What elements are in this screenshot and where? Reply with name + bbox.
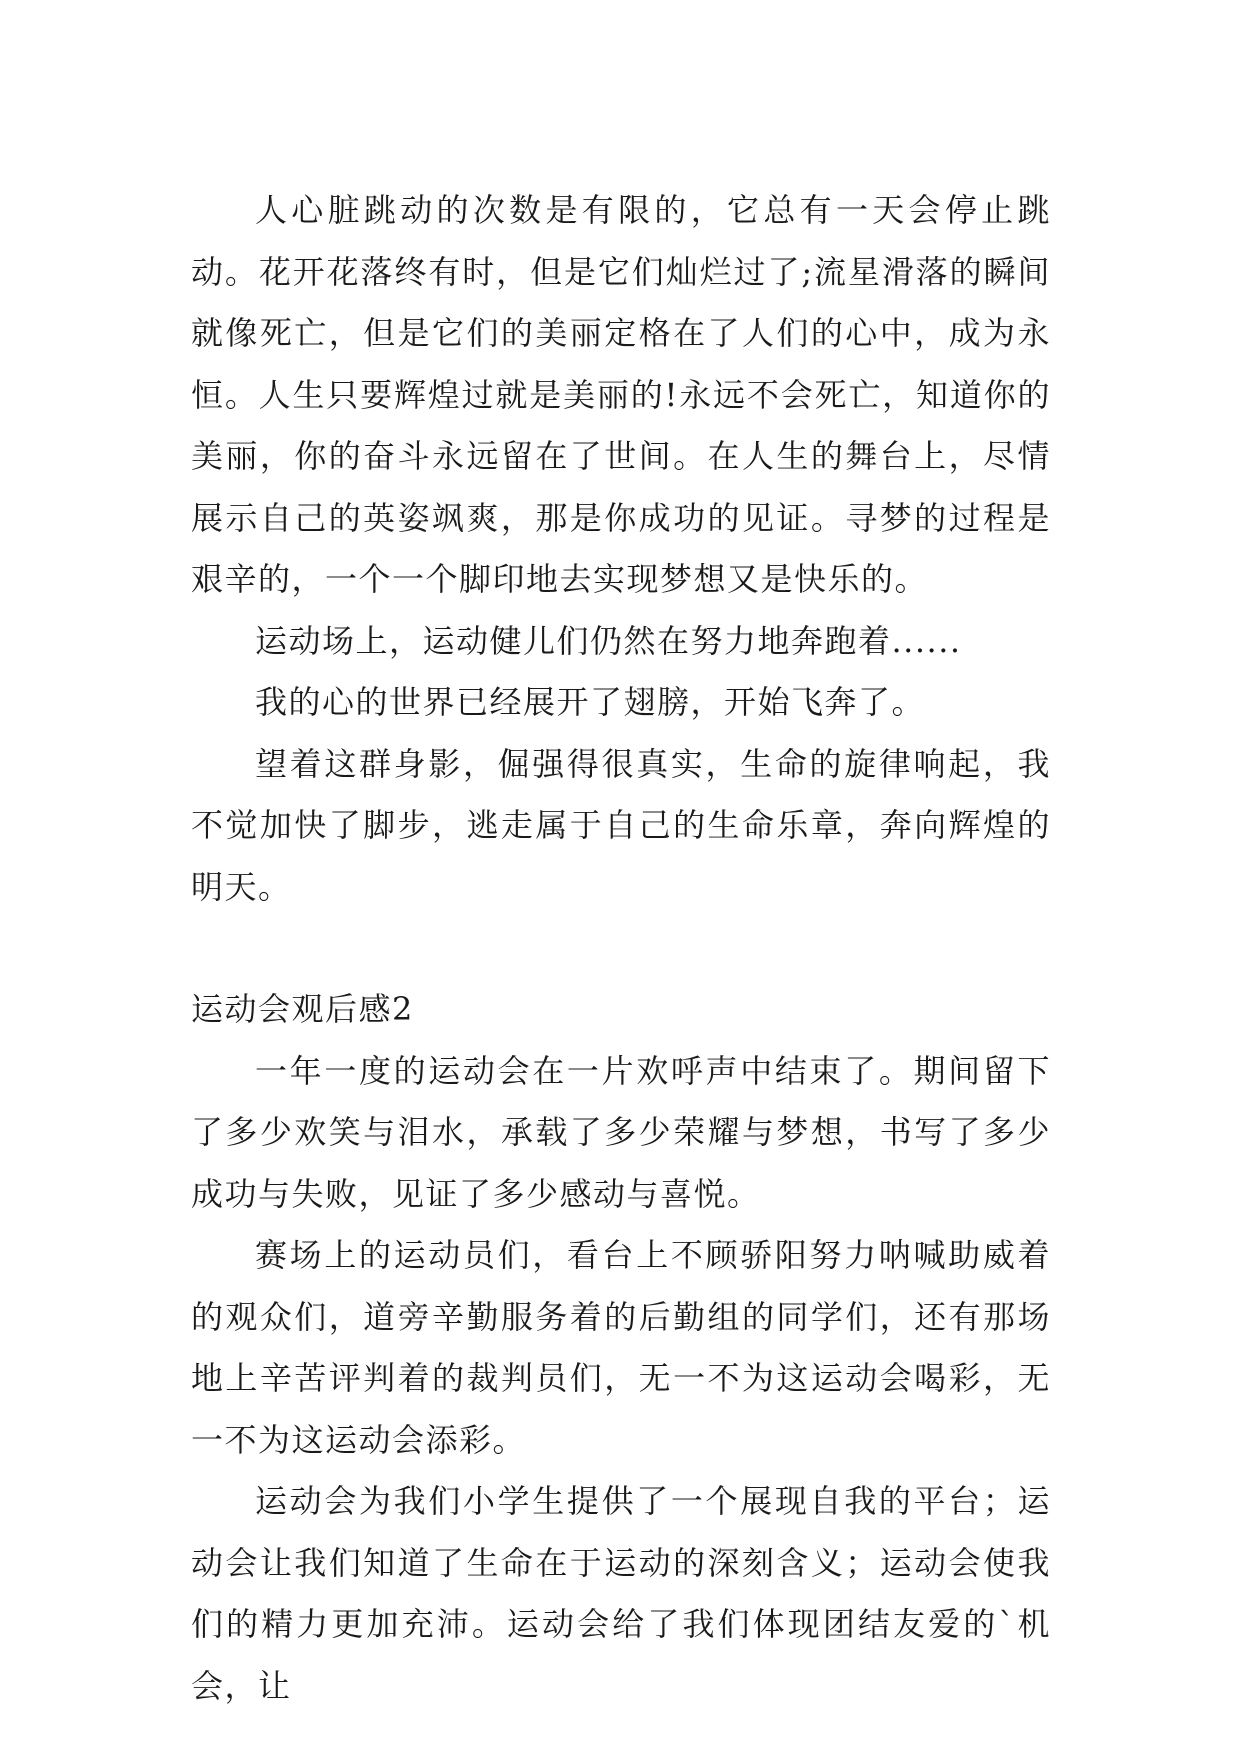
paragraph: 一年一度的运动会在一片欢呼声中结束了。期间留下了多少欢笑与泪水，承载了多少荣耀与梦想，书写了多少成功与失败，见证了多少感动与喜悦。 — [191, 1051, 1051, 1213]
paragraph: 运动会为我们小学生提供了一个展现自我的平台；运动会让我们知道了生命在于运动的深刻含义；运动会使我们的精力更加充沛。运动会给了我们体现团结友爱的`机会，让 — [191, 1482, 1051, 1705]
paragraph: 望着这群身影，倔强得很真实，生命的旋律响起，我不觉加快了脚步，逃走属于自己的生命乐章，奔向辉煌的明天。 — [191, 744, 1051, 906]
paragraph: 人心脏跳动的次数是有限的，它总有一天会停止跳动。花开花落终有时，但是它们灿烂过了;流星滑落的瞬间就像死亡，但是它们的美丽定格在了人们的心中，成为永恒。人生只要辉煌过就是美丽的!永远不会死亡，知道你的美丽，你的奋斗永远留在了世间。在人生的舞台上，尽情展示自己的英姿飒爽，那是你成功的见证。寻梦的过程是艰辛的，一个一个脚印地去实现梦想又是快乐的。 — [191, 191, 1051, 598]
paragraph: 赛场上的运动员们，看台上不顾骄阳努力呐喊助威着的观众们，道旁辛勤服务着的后勤组的同学们，还有那场地上辛苦评判着的裁判员们，无一不为这运动会喝彩，无一不为这运动会添彩。 — [191, 1236, 1051, 1459]
section-heading: 运动会观后感2 — [191, 990, 414, 1028]
paragraph: 我的心的世界已经展开了翅膀，开始飞奔了。 — [255, 683, 926, 721]
document-body — [191, 180, 1051, 1717]
paragraph: 运动场上，运动健儿们仍然在努力地奔跑着...... — [255, 621, 962, 660]
